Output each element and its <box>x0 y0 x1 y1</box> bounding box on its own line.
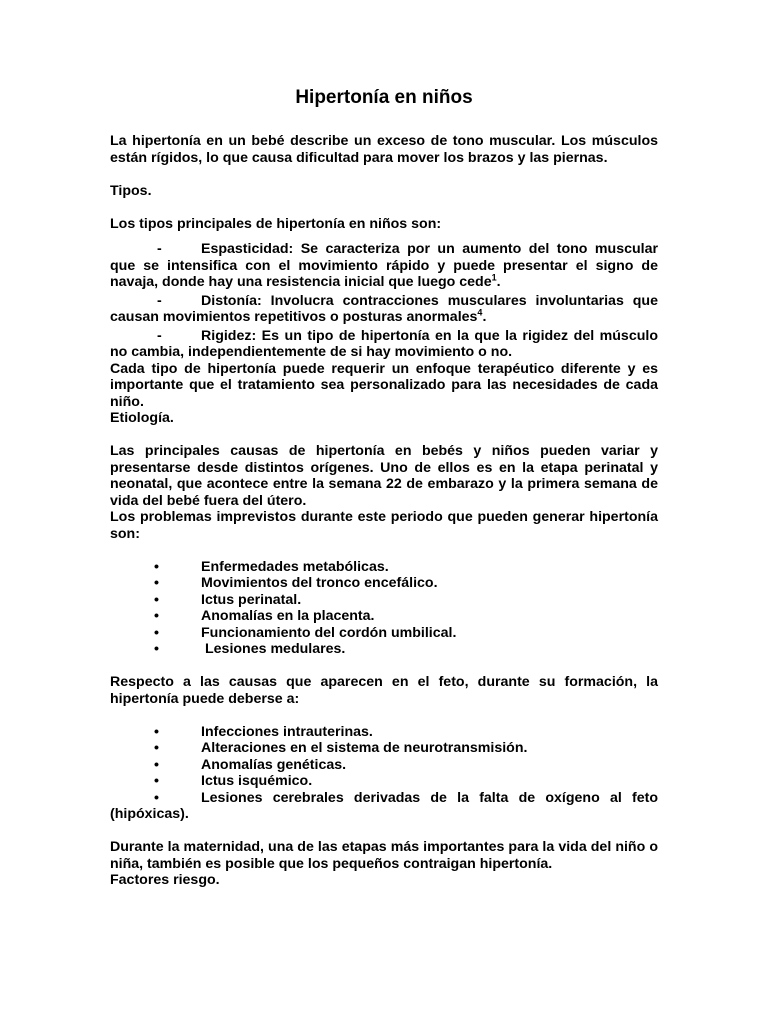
tipos-note: Cada tipo de hipertonía puede requerir un enfoque terapéutico diferente y es importante que el tratamiento sea personalizado para las necesidades de cada niño. <box>110 360 658 410</box>
list-item: • Lesiones cerebrales derivadas de la falta de oxígeno al feto (hipóxicas). <box>110 789 658 822</box>
list-item: • Lesiones medulares. <box>154 641 346 657</box>
tipos-heading: Tipos. <box>110 182 152 199</box>
intro-paragraph: La hipertonía en un bebé describe un exceso de tono muscular. Los músculos están rígidos, lo que causa dificultad para mover los brazos y las piernas. <box>110 133 658 166</box>
tipos-lead: Los tipos principales de hipertonía en niños son: <box>110 215 442 232</box>
list-item: • Ictus isquémico. <box>154 773 313 789</box>
page-title: Hipertonía en niños <box>295 87 473 108</box>
list-item: • Anomalías en la placenta. <box>154 608 375 624</box>
list-item: • Infecciones intrauterinas. <box>154 723 373 740</box>
type-item-rigidez: - Rigidez: Es un tipo de hipertonía en la que la rigidez del músculo no cambia, independientemente de si hay movimiento o no. <box>110 327 658 360</box>
list-item: • Alteraciones en el sistema de neurotransmisión. <box>154 740 528 756</box>
list-item: • Enfermedades metabólicas. <box>154 558 389 575</box>
factores-heading: Factores riesgo. <box>110 872 220 888</box>
etiologia-paragraph: Las principales causas de hipertonía en bebés y niños pueden variar y presentarse desde distintos orígenes. Uno de ellos es en la etapa perinatal y neonatal, que acontece entre la semana 22 de embarazo y la primera semana de vida del bebé fuera del útero. <box>110 443 658 509</box>
list-item: • Ictus perinatal. <box>154 591 302 608</box>
etiologia-heading: Etiología. <box>110 410 174 426</box>
fetal-causes-list <box>110 724 658 823</box>
type-item-distonia: - Distonía: Involucra contracciones musculares involuntarias que causan movimientos repetitivos o posturas anormales$^4$. <box>110 292 658 325</box>
list-item: • Anomalías genéticas. <box>154 756 347 773</box>
etiologia-lead: Los problemas imprevistos durante este periodo que pueden generar hipertonía son: <box>110 509 658 542</box>
list-item: • Movimientos del tronco encefálico. <box>154 575 438 591</box>
fetal-intro: Respecto a las causas que aparecen en el feto, durante su formación, la hipertonía puede deberse a: <box>110 674 658 707</box>
maternidad-paragraph: Durante la maternidad, una de las etapas más importantes para la vida del niño o niña, también es posible que los pequeños contraigan hipertonía. <box>110 839 658 872</box>
list-item: • Funcionamiento del cordón umbilical. <box>154 624 457 641</box>
perinatal-causes-list <box>110 559 658 658</box>
type-item-espasticidad: - Espasticidad: Se caracteriza por un aumento del tono muscular que se intensifica con el movimiento rápido y puede presentar el signo de navaja, donde hay una resistencia inicial que luego cede$^1$. <box>110 241 658 290</box>
document-body <box>110 87 658 889</box>
